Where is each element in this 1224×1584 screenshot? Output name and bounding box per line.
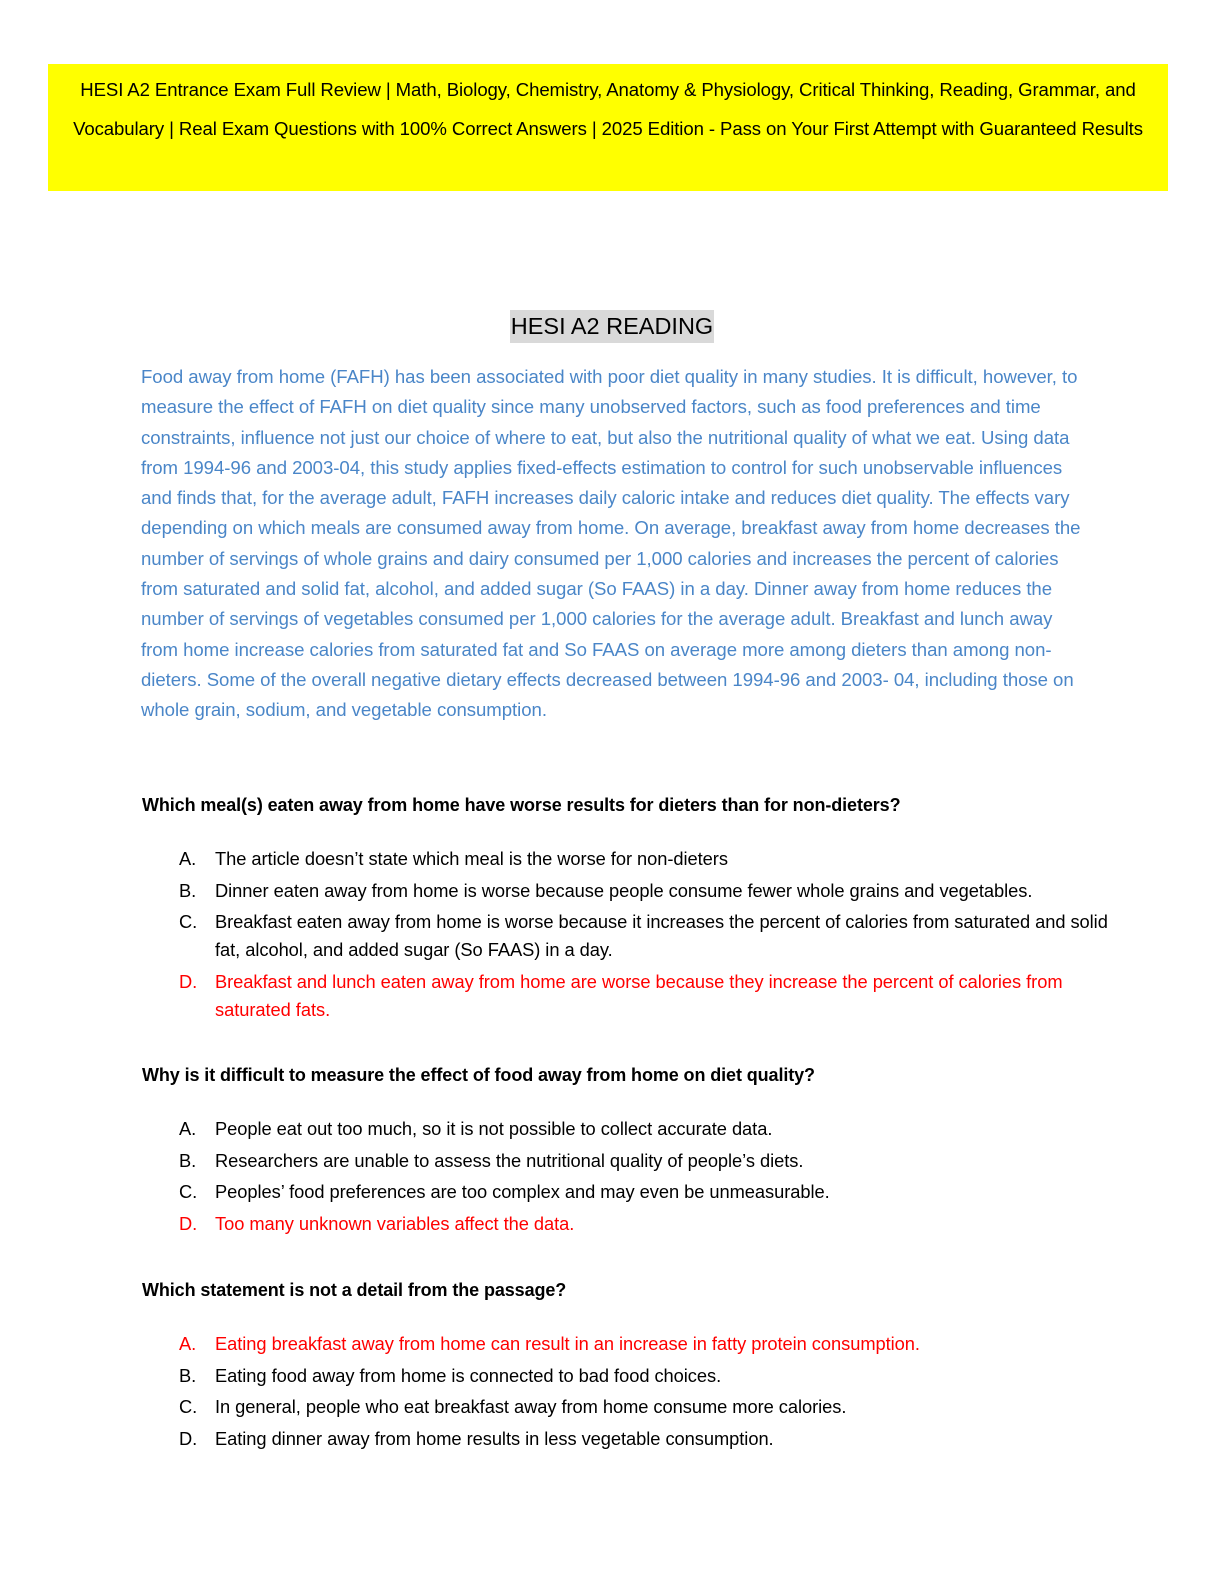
option-text: Too many unknown variables affect the data. [215,1212,575,1234]
answer-option-b [142,1147,1122,1175]
answer-option-d-correct [142,1210,1122,1238]
option-letter: C. [179,911,198,932]
answer-option-c [142,908,1122,964]
answer-option-b [142,1362,1122,1390]
option-text: Researchers are unable to assess the nutritional quality of people’s diets. [215,1149,804,1171]
answer-option-c [142,1178,1122,1206]
option-text: People eat out too much, so it is not possible to collect accurate data. [215,1118,773,1139]
option-letter: A. [179,1118,197,1139]
option-letter: A. [179,848,197,869]
option-text: The article doesn’t state which meal is the worse for non-dieters [215,848,728,869]
option-text: In general, people who eat breakfast away from home consume more calories. [215,1396,847,1417]
answer-option-d-correct [142,968,1122,1024]
title-banner [48,64,1168,191]
question-2 [142,1061,1122,1241]
banner-title: HESI A2 Entrance Exam Full Review | Math, Biology, Chemistry, Anatomy & Physiology, Critical Thinking, Reading, Grammar, and Vocabulary | Real Exam Questions with 100% Correct Answers | 2025 Edition - Pass on Your First Attempt with Guaranteed Results [73,79,1143,139]
option-text: Peoples’ food preferences are too complex and may even be unmeasurable. [215,1181,830,1202]
answer-option-a [142,845,1122,873]
section-heading-text: HESI A2 READING [510,310,714,343]
option-letter: D. [179,1212,198,1234]
option-text: Breakfast eaten away from home is worse because it increases the percent of calories from saturated and solid fat, alcohol, and added sugar (So FAAS) in a day. [215,911,1108,960]
question-text: Why is it difficult to measure the effect of food away from home on diet quality? [142,1065,815,1085]
answer-option-a [142,1115,1122,1143]
option-letter: A. [179,1333,197,1354]
option-letter: D. [179,970,198,992]
question-text: Which meal(s) eaten away from home have worse results for dieters than for non-dieters? [142,795,901,815]
option-letter: B. [179,1149,197,1171]
option-text: Dinner eaten away from home is worse because people consume fewer whole grains and vegetables. [215,879,1033,901]
answer-option-b [142,877,1122,905]
option-text: Eating breakfast away from home can result in an increase in fatty protein consumption. [215,1333,920,1354]
option-letter: B. [179,879,197,901]
answer-option-a-correct [142,1330,1122,1358]
answer-option-d [142,1425,1122,1453]
question-text: Which statement is not a detail from the passage? [142,1280,567,1300]
reading-passage: Food away from home (FAFH) has been associated with poor diet quality in many studies. It is difficult, however, to measure the effect of FAFH on diet quality since many unobserved factors, such as food preferences and time constraints, influence not just our choice of where to eat, but also the nutritional quality of what we eat. Using data from 1994-96 and 2003-04, this study applies fixed-effects estimation to control for such unobservable influences and finds that, for the average adult, FAFH increases daily caloric intake and reduces diet quality. The effects vary depending on which meals are consumed away from home. On average, breakfast away from home decreases the number of servings of whole grains and dairy consumed per 1,000 calories and increases the percent of calories from saturated and solid fat, alcohol, and added sugar (So FAAS) in a day. Dinner away from home reduces the number of servings of vegetables consumed per 1,000 calories for the average adult. Breakfast and lunch away from home increase calories from saturated fat and So FAAS on average more among dieters than among non-dieters. Some of the overall negative dietary effects decreased between 1994-96 and 2003- 04, including those on whole grain, sodium, and vegetable consumption. [141,366,1081,721]
option-letter: B. [179,1364,197,1386]
option-text: Eating dinner away from home results in less vegetable consumption. [215,1427,774,1449]
option-letter: C. [179,1181,198,1202]
option-letter: D. [179,1427,198,1449]
question-3 [142,1276,1122,1456]
option-text: Breakfast and lunch eaten away from home are worse because they increase the percent of calories from saturated fats. [215,970,1063,1020]
question-1 [142,791,1122,1027]
option-letter: C. [179,1396,198,1417]
answer-options [142,1330,1122,1453]
section-heading [0,310,1224,343]
option-text: Eating food away from home is connected to bad food choices. [215,1364,722,1386]
answer-options [142,845,1122,1024]
answer-option-c [142,1393,1122,1421]
answer-options [142,1115,1122,1238]
